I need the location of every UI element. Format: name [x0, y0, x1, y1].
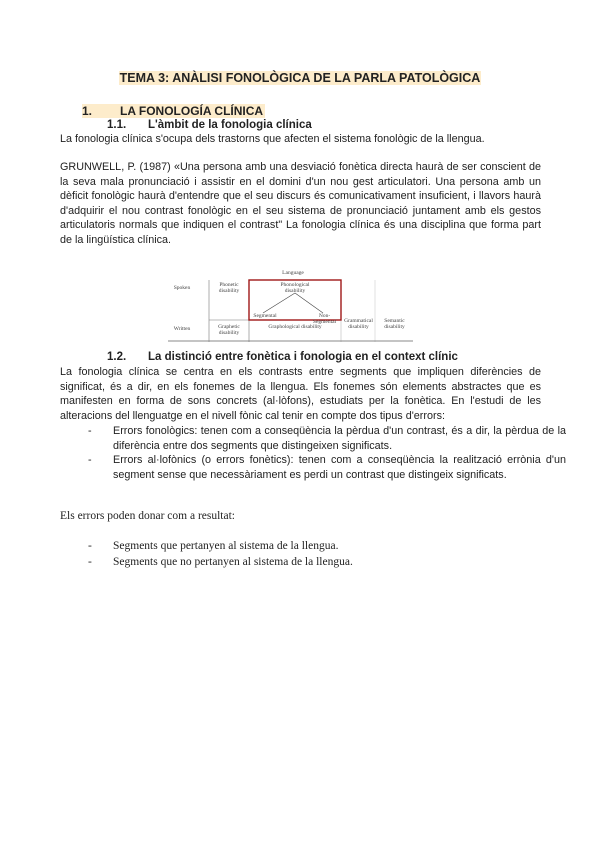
distinction-paragraph: La fonologia clínica se centra en els contrasts entre segments que impliquen diferències de significat, és a dir, en els fonemes de la llengua. Els fonemes són elements abstractes que es manifesten en forma de sons concrets (al·lòfons), estudiats per la fonètica. En l'estudi de les alteracions del llenguatge en el nivell fònic cal tenir en compte dos tipus d'errors: — [60, 366, 541, 422]
bullet-dash: - — [88, 556, 92, 568]
list-item-text: Errors al·lofònics (o errors fonètics): tenen com a conseqüència la realització errònia d'un segment sense que necessàriament es perdi un contrast que distingeix significats. — [113, 454, 566, 481]
label-grammatical: Grammatical disability — [344, 318, 373, 330]
subsection-title: La distinció entre fonètica i fonologia en el context clínic — [148, 351, 458, 363]
list-item-text: Segments que no pertanyen al sistema de la llengua. — [113, 556, 353, 568]
list-item — [88, 453, 566, 482]
section-title: LA FONOLOGÍA CLÍNICA — [120, 104, 264, 118]
list-item-text: Errors fonològics: tenen com a conseqüència la pèrdua d'un contrast, és a dir, la pèrdua de la diferència entre dos segments que distingeixen significats. — [113, 425, 566, 452]
page-title — [0, 71, 600, 85]
section-heading-1 — [82, 104, 265, 118]
figure-lines — [168, 266, 413, 342]
label-phonetic: Phonetic disability — [218, 282, 240, 294]
label-segmental: Segmental — [253, 313, 277, 319]
results-intro: Els errors poden donar com a resultat: — [60, 510, 235, 522]
label-language: Language — [282, 270, 304, 276]
label-graphetic: Graphetic disability — [218, 324, 240, 336]
list-item — [88, 424, 566, 453]
subsection-heading-1-1 — [107, 119, 312, 131]
quote-paragraph: GRUNWELL, P. (1987) «Una persona amb una desviació fonètica directa haurà de ser conscient de la seva mala pronunciació i assistir en el domini d'un nou gest articulatori. Una persona amb un dèficit fonològic haurà d'entendre que el seu discurs és comunicativament insuficient, i llavors haurà d'adquirir el nou contrast fonològic en el seu sistema de pronunciació juntament amb els gestos articulatoris normals que indiquen el contrast" La fonologia clínica és una disciplina que forma part de la lingüística clínica. — [60, 161, 541, 246]
label-phonological: Phonological disability — [280, 282, 310, 294]
label-written: Written — [173, 326, 191, 332]
bullet-dash: - — [88, 540, 92, 552]
subsection-title: L'àmbit de la fonologia clínica — [148, 119, 312, 131]
subsection-number: 1.2. — [107, 351, 127, 363]
bullet-dash: - — [88, 454, 92, 466]
bullet-dash: - — [88, 425, 92, 437]
language-disability-figure — [168, 266, 413, 342]
page-title-text: TEMA 3: ANÀLISI FONOLÒGICA DE LA PARLA PATOLÒGICA — [119, 71, 481, 85]
subsection-heading-1-2 — [107, 351, 458, 363]
label-non-segmental: Non-Segmental — [312, 313, 337, 325]
list-item-text: Segments que pertanyen al sistema de la llengua. — [113, 540, 339, 552]
label-spoken: Spoken — [173, 285, 191, 291]
intro-paragraph: La fonologia clínica s'ocupa dels trastorns que afecten el sistema fonològic de la llengua. — [60, 133, 485, 145]
subsection-number: 1.1. — [107, 119, 127, 131]
label-graphological: Graphological disability — [268, 324, 322, 330]
section-number: 1. — [82, 104, 93, 118]
label-semantic: Semantic disability — [384, 318, 405, 330]
list-item — [88, 556, 353, 568]
list-item — [88, 540, 338, 552]
